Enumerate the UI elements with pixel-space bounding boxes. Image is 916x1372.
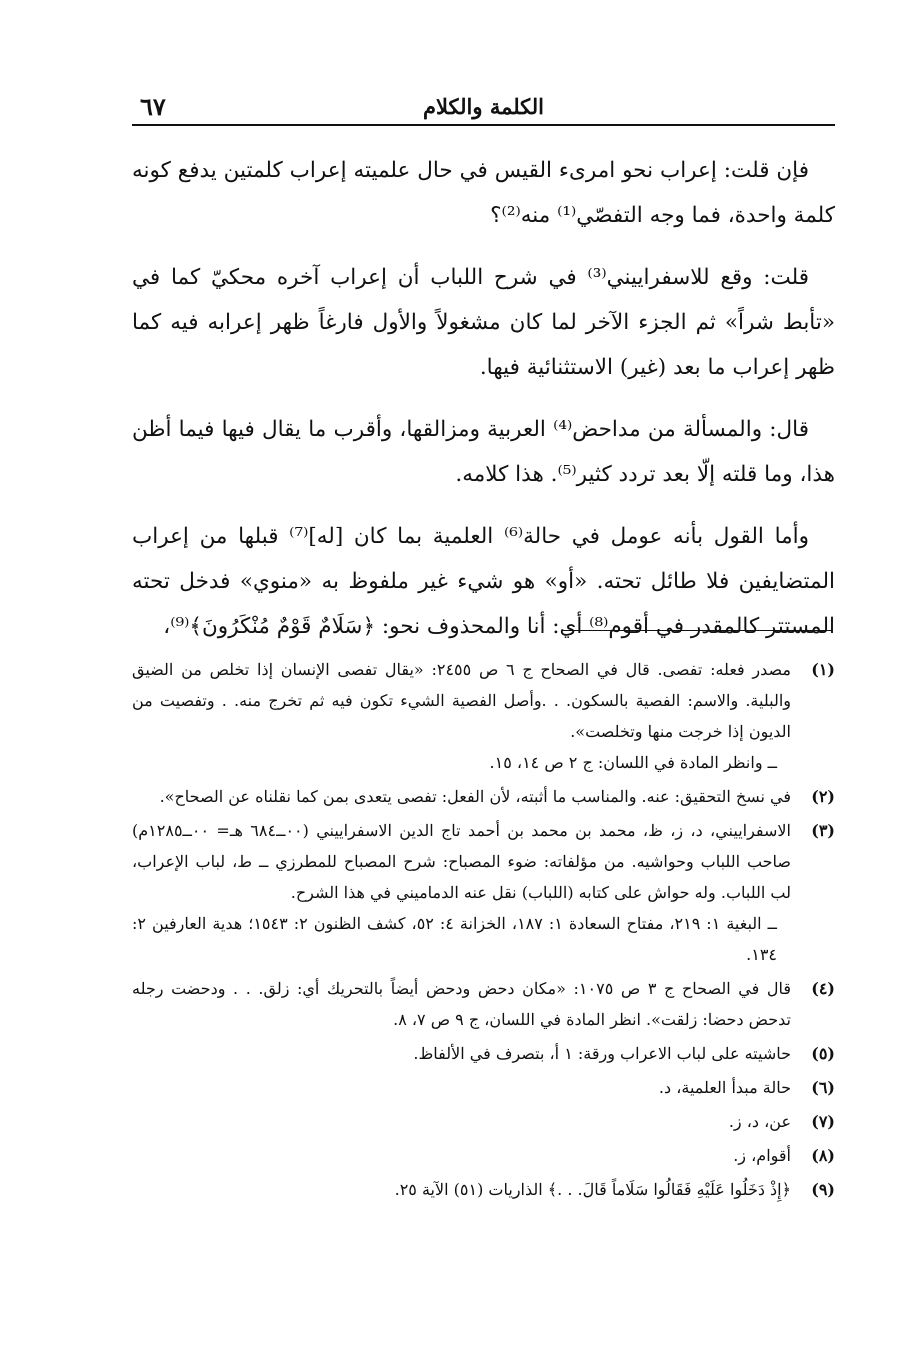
footnote-text [132,973,791,1035]
footnote-line: في نسخ التحقيق: عنه. والمناسب ما أثبته، لأن الفعل: تفصى يتعدى بمن كما نقلناه عن الصحاح». [159,787,791,806]
page-number: ٦٧ [140,92,166,121]
footnote-number: (٨) [811,1146,835,1165]
footnote-line: ﴿إِذْ دَخَلُوا عَلَيْهِ فَقَالُوا سَلَاماً قَالَ. . .﴾ الذاريات (٥١) الآية ٢٥. [394,1180,791,1199]
footnote-line: مصدر فعله: تفصى. قال في الصحاح ج ٦ ص ٢٤٥٥: «يقال تفصى الإنسان إذا تخلص من الضيق والبلية. والاسم: الفصية بالسكون. . .وأصل الفصية الشيء تكون فيه ثم تخرج منه. . وتفصيت من الديون إذا خرجت منها وتخلصت». [132,660,792,741]
footnote-text [132,1072,791,1103]
footnote [132,815,835,970]
footnote-line: الاسفراييني، د، ز، ظ، محمد بن محمد بن أحمد تاج الدين الاسفراييني (٠٠ــ٦٨٤ هـ= ٠٠ــ١٢٨٥م) صاحب اللباب وحواشيه. من مؤلفاته: ضوء المصباح: شرح المصباح للمطرزي ــ ط، لباب الإعراب، لب اللباب. وله حواش على كتابه (اللباب) نقل عنه الدماميني في هذا الشرح. [132,821,791,902]
running-header [132,88,835,126]
footnote-text [132,1038,791,1069]
footnote-text [132,1140,791,1171]
footnote-reference: ــ البغية ١: ٢١٩، مفتاح السعادة ١: ١٨٧، الخزانة ٤: ٥٢، كشف الظنون ٢: ١٥٤٣؛ هدية العارفين ٢: ١٣٤. [132,914,777,964]
footnote-line: حالة مبدأ العلمية، د. [658,1078,791,1097]
footnote-text [132,1106,791,1137]
footnote-number: (٤) [811,979,835,998]
footnote-text [132,781,791,812]
footnote [132,1140,835,1171]
footnote-separator [562,630,832,631]
footnote-number: (٦) [811,1078,835,1097]
main-text [132,148,835,666]
footnote [132,654,835,778]
footnote-line: قال في الصحاح ج ٣ ص ١٠٧٥: «مكان دحض ودحض أيضاً بالتحريك أي: زلق. . . ودحضت رجله تدحض دحضا: زلقت». انظر المادة في اللسان، ج ٩ ص ٧، ٨. [132,979,792,1029]
footnote [132,1174,835,1205]
paragraph: قال: والمسألة من مداحض⁽⁴⁾ العربية ومزالقها، وأقرب ما يقال فيها فيما أظن هذا، وما قلته إلّا بعد تردد كثير⁽⁵⁾. هذا كلامه. [132,417,835,487]
paragraph: قلت: وقع للاسفراييني⁽³⁾ في شرح اللباب أن إعراب آخره محكيّ كما في «تأبط شراً» ثم الجزء الآخر لما كان مشغولاً والأول فارغاً ظهر إعرابه فيه كما ظهر إعراب ما بعد (غير) الاستثنائية فيها. [132,265,835,380]
footnote-number: (١) [811,660,835,679]
footnote [132,1072,835,1103]
footnote-number: (٥) [811,1044,835,1063]
footnote-number: (٢) [811,787,835,806]
footnotes [132,654,835,1208]
footnote-number: (٧) [811,1112,835,1131]
footnote-text [132,1174,791,1205]
paragraph: فإن قلت: إعراب نحو امرىء القيس في حال علميته إعراب كلمتين يدفع كونه كلمة واحدة، فما وجه التفصّي⁽¹⁾ منه⁽²⁾؟ [132,158,835,228]
footnote-number: (٩) [811,1180,835,1199]
footnote [132,1038,835,1069]
paragraph: وأما القول بأنه عومل في حالة⁽⁶⁾ العلمية بما كان [له]⁽⁷⁾ قبلها من إعراب المتضايفين فلا طائل تحته. «أو» هو شيء غير ملفوظ به «منوي» فدخل تحته المستتر كالمقدر في أقوم⁽⁸⁾ أي: أنا والمحذوف نحو: ﴿سَلَامٌ قَوْمٌ مُنْكَرُونَ﴾⁽⁹⁾، [132,524,835,639]
footnote [132,1106,835,1137]
footnote-line: حاشيته على لباب الاعراب ورقة: ١ أ، بتصرف في الألفاظ. [413,1044,791,1063]
footnote-reference: ــ وانظر المادة في اللسان: ج ٢ ص ١٤، ١٥. [489,753,777,772]
footnote-text [132,815,791,970]
footnote-line: عن، د، ز. [728,1112,791,1131]
footnote-line: أقوام، ز. [733,1146,791,1165]
footnote [132,781,835,812]
chapter-title: الكلمة والكلام [423,94,544,119]
footnote-text [132,654,791,778]
footnote [132,973,835,1035]
footnote-number: (٣) [811,821,835,840]
